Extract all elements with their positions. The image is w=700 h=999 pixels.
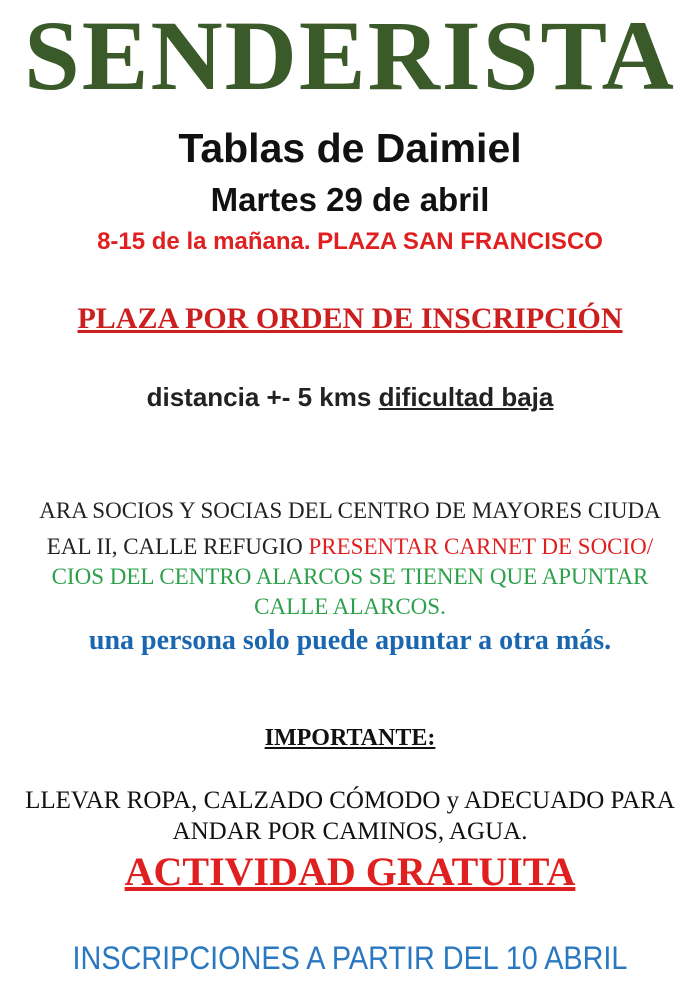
info-line-2-text: EAL II, CALLE REFUGIO	[46, 534, 309, 559]
info-line-1: ARA SOCIOS Y SOCIAS DEL CENTRO DE MAYORES CIUDA	[39, 498, 661, 523]
distance-text: distancia +- 5 kms	[146, 382, 379, 412]
plaza-order-notice	[0, 304, 700, 334]
event-date: Martes 29 de abril	[210, 181, 490, 218]
registration-date: INSCRIPCIONES A PARTIR DEL 10 ABRIL	[72, 940, 628, 976]
important-line-2: ANDAR POR CAMINOS, AGUA.	[172, 818, 528, 845]
important-heading	[0, 726, 700, 750]
info-line-3: CIOS DEL CENTRO ALARCOS SE TIENEN QUE APUNTAR	[51, 564, 649, 589]
plaza-order-text: PLAZA POR ORDEN DE INSCRIPCIÓN	[77, 302, 623, 335]
event-time-place: 8-15 de la mañana. PLAZA SAN FRANCISCO	[97, 228, 603, 255]
distance-line	[0, 384, 700, 410]
important-heading-text: IMPORTANTE:	[264, 725, 436, 751]
difficulty-text: dificultad baja	[378, 382, 554, 412]
poster-title: SENDERISTA	[24, 0, 676, 111]
info-line-4: CALLE ALARCOS.	[254, 594, 446, 619]
info-line-5: una persona solo puede apuntar a otra más.	[88, 625, 612, 656]
important-line-1: LLEVAR ROPA, CALZADO CÓMODO y ADECUADO PARA	[25, 787, 675, 814]
free-activity-text: ACTIVIDAD GRATUITA	[124, 849, 576, 894]
info-line-2	[0, 534, 700, 560]
info-line-2-red: PRESENTAR CARNET DE SOCIO/	[308, 534, 654, 559]
poster-subtitle: Tablas de Daimiel	[178, 125, 522, 171]
free-activity	[0, 850, 700, 894]
